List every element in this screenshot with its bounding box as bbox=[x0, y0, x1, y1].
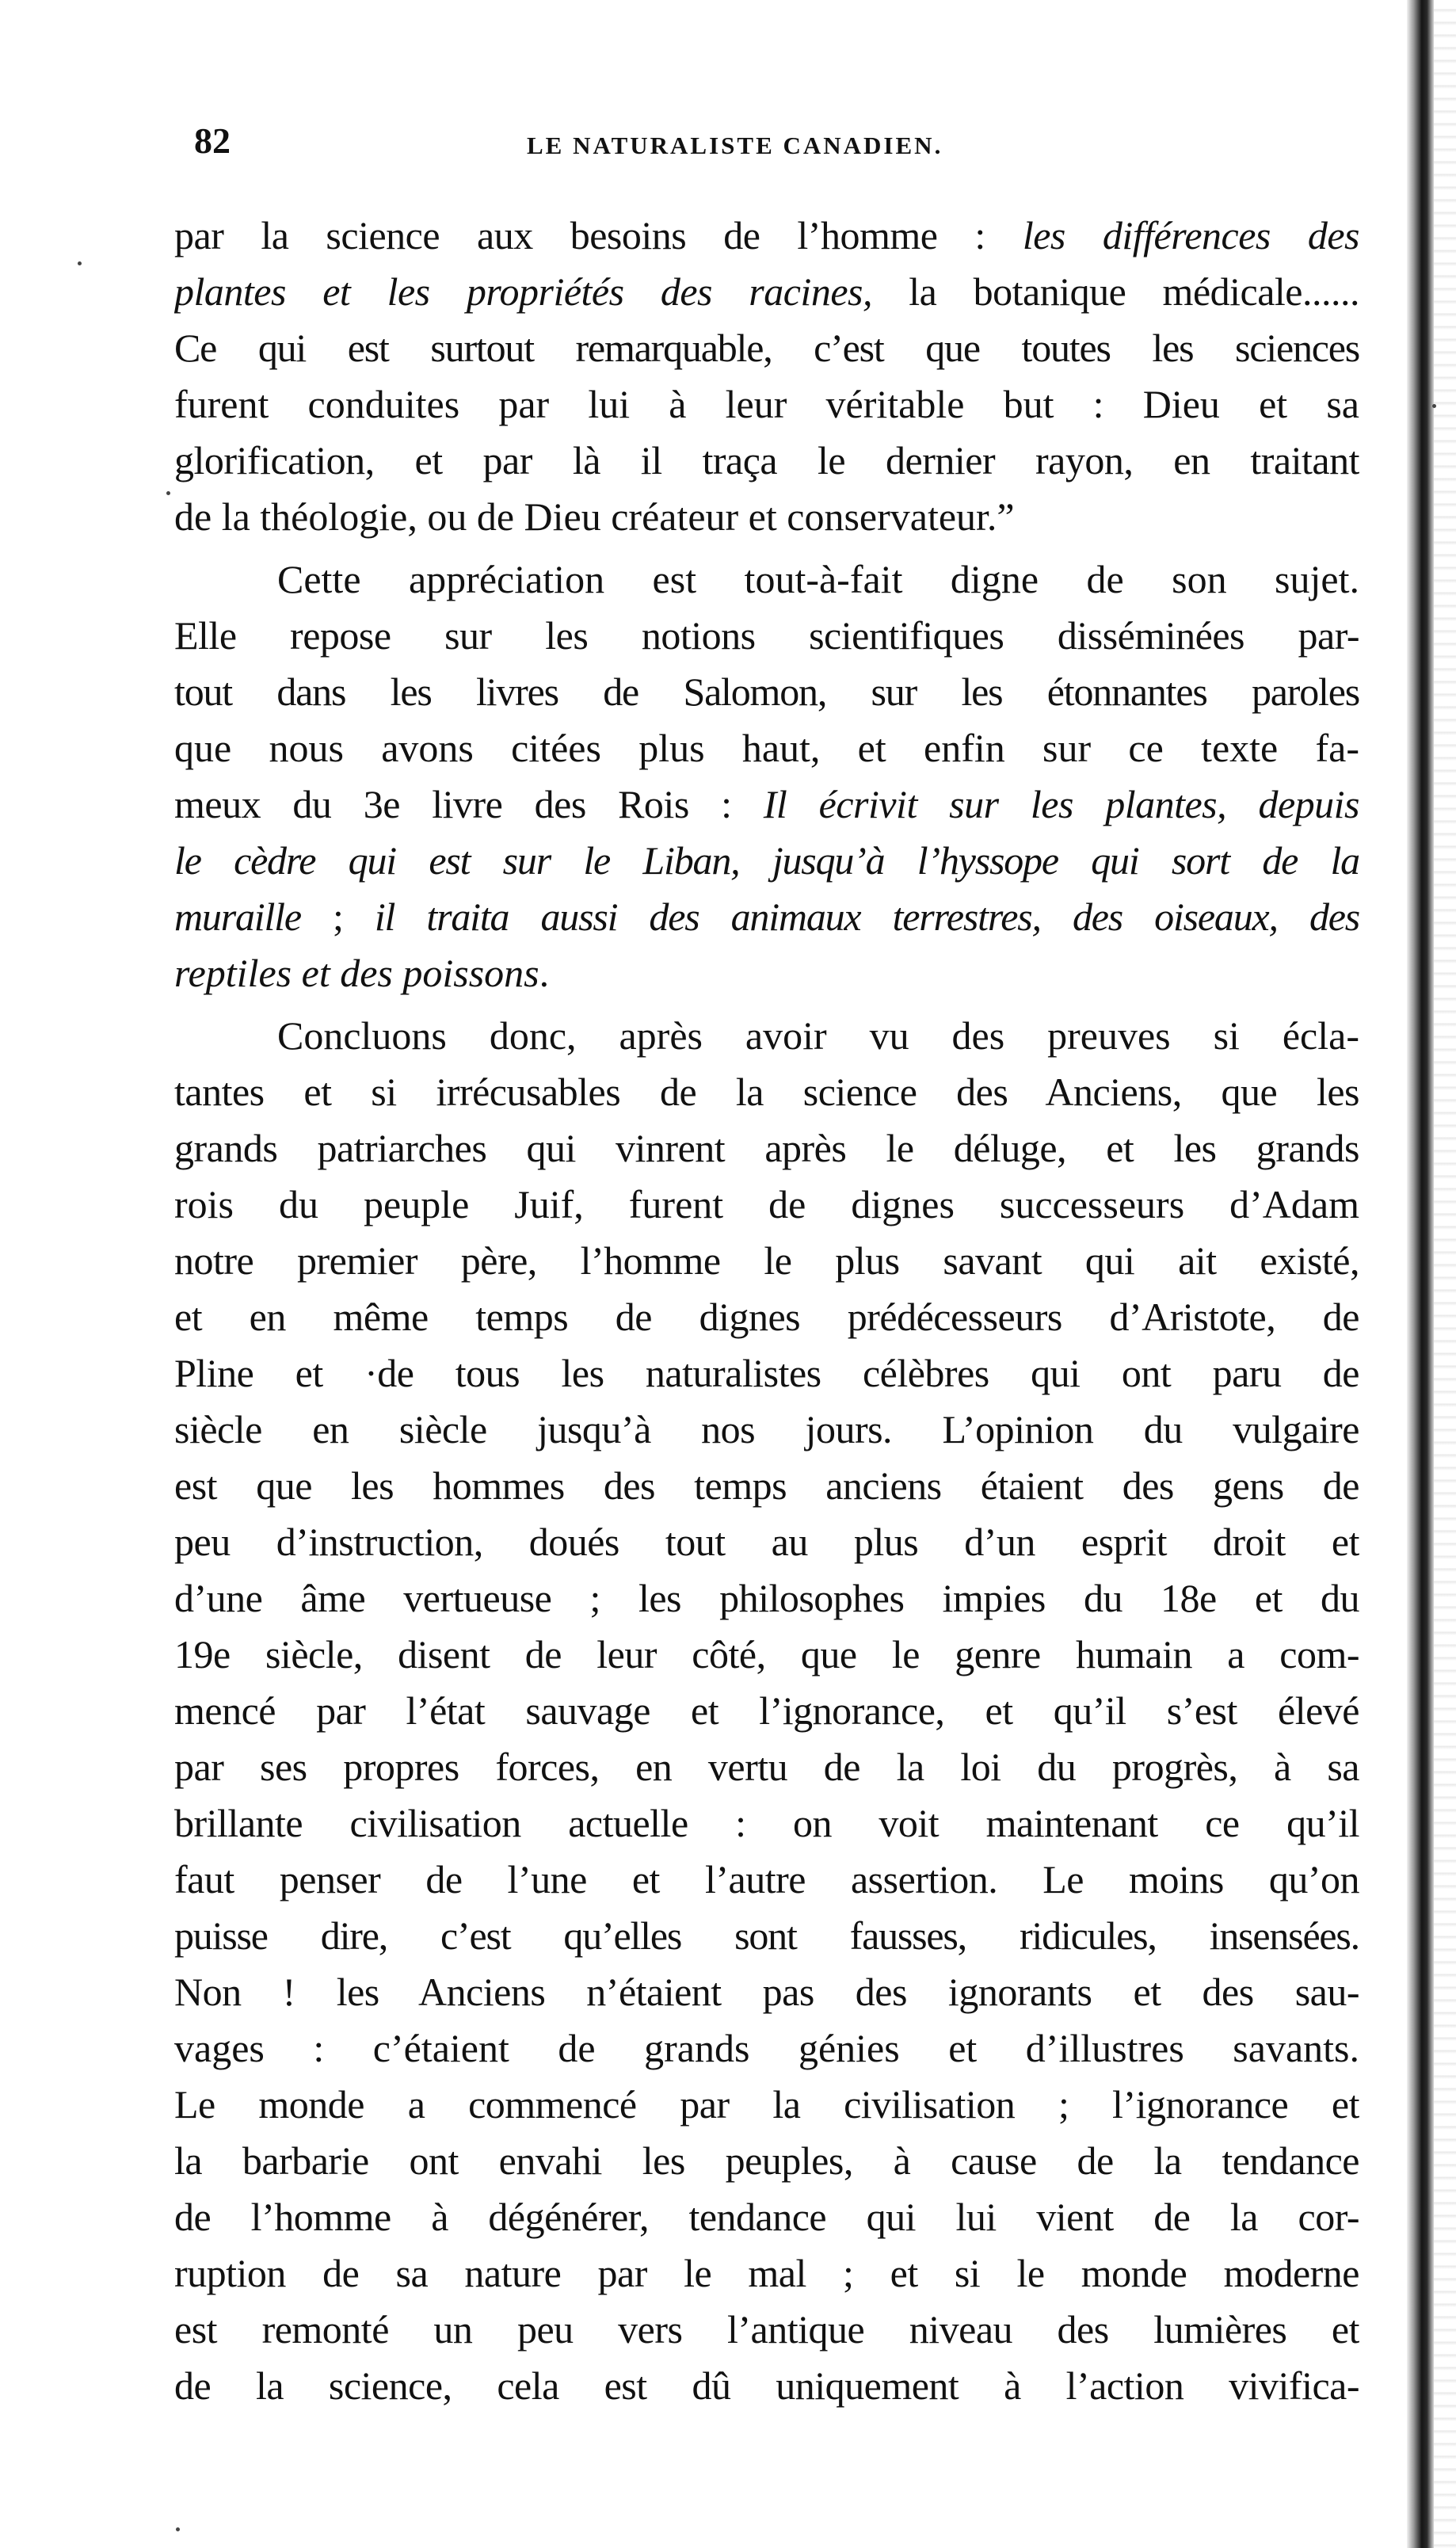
text-line: est que les hommes des temps anciens étaient des gens de bbox=[174, 1463, 1359, 1508]
page-number: 82 bbox=[194, 120, 231, 161]
text-line: de la science, cela est dû uniquement à l’action vivifica- bbox=[174, 2363, 1359, 2408]
text-line: brillante civilisation actuelle : on voit maintenant ce qu’il bbox=[174, 1801, 1359, 1845]
text-line: faut penser de l’une et l’autre assertion. Le moins qu’on bbox=[174, 1857, 1359, 1901]
text-line: et en même temps de dignes prédécesseurs d’Aristote, de bbox=[174, 1295, 1359, 1339]
text-line: Le monde a commencé par la civilisation ; l’ignorance et bbox=[174, 2082, 1359, 2127]
text-line: tout dans les livres de Salomon, sur les étonnantes paroles bbox=[174, 669, 1359, 714]
text-line: notre premier père, l’homme le plus savant qui ait existé, bbox=[174, 1238, 1359, 1283]
page-header bbox=[194, 119, 1366, 166]
text-line: Elle repose sur les notions scientifiques disséminées par- bbox=[174, 613, 1359, 658]
text-line: tantes et si irrécusables de la science des Anciens, que les bbox=[174, 1070, 1359, 1114]
text-line: Concluons donc, après avoir vu des preuves si écla- bbox=[277, 1013, 1359, 1058]
text-line: rois du peuple Juif, furent de dignes successeurs d’Adam bbox=[174, 1182, 1359, 1226]
text-line: par la science aux besoins de l’homme : les différences des bbox=[174, 213, 1359, 257]
text-line: le cèdre qui est sur le Liban, jusqu’à l’hyssope qui sort de la bbox=[174, 838, 1359, 883]
text-line: Ce qui est surtout remarquable, c’est que toutes les sciences bbox=[174, 326, 1359, 370]
speck-mark bbox=[176, 2527, 180, 2531]
speck-mark bbox=[78, 261, 82, 265]
text-line: de l’homme à dégénérer, tendance qui lui vient de la cor- bbox=[174, 2195, 1359, 2239]
text-line: Non ! les Anciens n’étaient pas des ignorants et des sau- bbox=[174, 1970, 1359, 2014]
text-line: puisse dire, c’est qu’elles sont fausses, ridicules, insensées. bbox=[174, 1913, 1359, 1958]
text-line: plantes et les propriétés des racines, la botanique médicale...... bbox=[174, 269, 1359, 314]
text-line: furent conduites par lui à leur véritable but : Dieu et sa bbox=[174, 382, 1359, 426]
page-edge-texture bbox=[1434, 0, 1456, 2548]
text-line: ruption de sa nature par le mal ; et si le monde moderne bbox=[174, 2251, 1359, 2295]
body-text bbox=[174, 208, 1359, 2414]
text-line: mencé par l’état sauvage et l’ignorance, et qu’il s’est élevé bbox=[174, 1688, 1359, 1733]
text-line: 19e siècle, disent de leur côté, que le genre humain a com- bbox=[174, 1632, 1359, 1676]
text-line: siècle en siècle jusqu’à nos jours. L’opinion du vulgaire bbox=[174, 1407, 1359, 1451]
text-line: la barbarie ont envahi les peuples, à cause de la tendance bbox=[174, 2138, 1359, 2183]
speck-mark bbox=[166, 491, 170, 495]
page-binding-edge bbox=[1407, 0, 1434, 2548]
text-line: Pline et ·de tous les naturalistes célèbres qui ont paru de bbox=[174, 1351, 1359, 1395]
text-line: est remonté un peu vers l’antique niveau des lumières et bbox=[174, 2307, 1359, 2352]
text-line: que nous avons citées plus haut, et enfin sur ce texte fa- bbox=[174, 726, 1359, 770]
running-head: LE NATURALISTE CANADIEN. bbox=[527, 132, 943, 159]
text-line: glorification, et par là il traça le dernier rayon, en traitant bbox=[174, 438, 1359, 483]
text-line: muraille ; il traita aussi des animaux terrestres, des oiseaux, des bbox=[174, 894, 1359, 939]
text-line: Cette appréciation est tout-à-fait digne de son sujet. bbox=[277, 557, 1359, 601]
text-line: par ses propres forces, en vertu de la loi du progrès, à sa bbox=[174, 1745, 1359, 1789]
text-line: d’une âme vertueuse ; les philosophes impies du 18e et du bbox=[174, 1576, 1359, 1620]
speck-mark bbox=[1432, 404, 1436, 408]
text-line: reptiles et des poissons. bbox=[174, 951, 550, 995]
text-line: meux du 3e livre des Rois : Il écrivit sur les plantes, depuis bbox=[174, 782, 1359, 826]
text-line: de la théologie, ou de Dieu créateur et conservateur.” bbox=[174, 494, 1015, 539]
text-line: peu d’instruction, doués tout au plus d’un esprit droit et bbox=[174, 1520, 1359, 1564]
text-line: vages : c’étaient de grands génies et d’illustres savants. bbox=[174, 2026, 1359, 2070]
text-line: grands patriarches qui vinrent après le déluge, et les grands bbox=[174, 1126, 1359, 1170]
